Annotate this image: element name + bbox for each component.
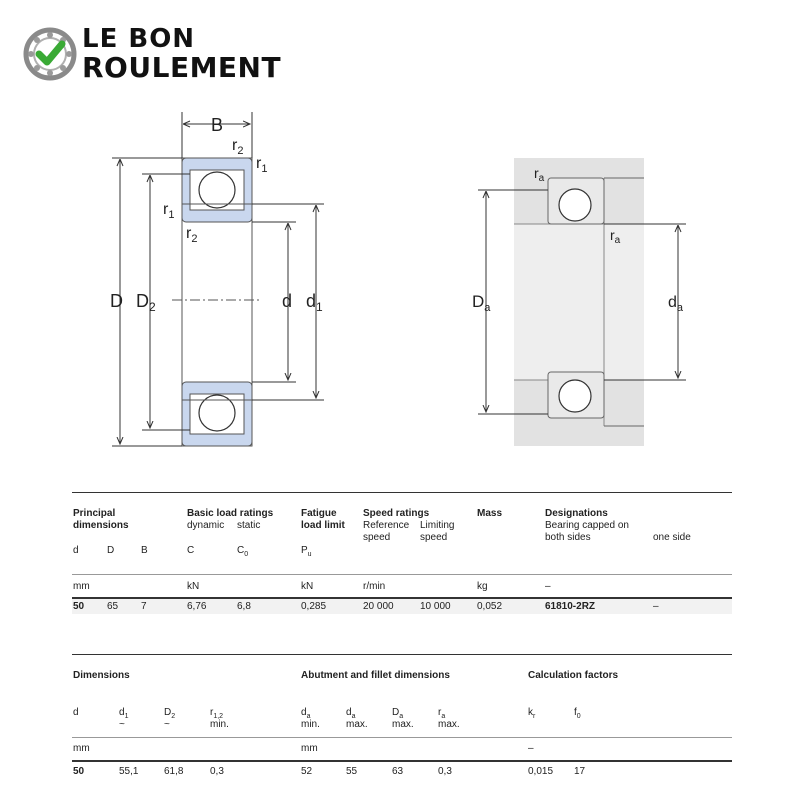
sym2-da-min-note: min. — [301, 719, 320, 730]
row-lim-speed: 10 000 — [420, 601, 451, 612]
sym2-da-max-note: max. — [346, 719, 368, 730]
hdr-fatigue: Fatigue — [301, 508, 337, 519]
label-B: B — [211, 115, 224, 135]
row2-D2: 61,8 — [164, 766, 184, 777]
sym2-kr: $k_r$ — [528, 707, 536, 720]
brand-line-1: LE BON — [82, 24, 196, 54]
row-mass: 0,052 — [477, 601, 503, 612]
row-D: 65 — [107, 601, 119, 612]
sym2-f0: $f_0$ — [574, 707, 581, 720]
sym2-Da-max-note: max. — [392, 719, 414, 730]
hdr-static: static — [237, 520, 261, 531]
sym2-r12: $r_{1,2}$ — [210, 707, 224, 720]
row-B: 7 — [141, 601, 147, 612]
row-Pu: 0,285 — [301, 601, 327, 612]
sym2-D2-note: ~ — [164, 719, 170, 730]
row2-da-max: 55 — [346, 766, 358, 777]
hdr-both-sides: both sides — [545, 532, 591, 543]
hdr2-calc: Calculation factors — [528, 670, 619, 681]
hdr-reference: Reference — [363, 520, 410, 531]
sym-Pu: $P_u$ — [301, 545, 312, 558]
row-one-side: – — [653, 601, 659, 612]
hdr-capped: Bearing capped on — [545, 520, 629, 531]
hdr-designations: Designations — [545, 508, 608, 519]
hdr-limiting-speed: speed — [420, 532, 448, 543]
row2-kr: 0,015 — [528, 766, 554, 777]
row2-d1: 55,1 — [119, 766, 139, 777]
row-d: 50 — [73, 601, 85, 612]
row-C: 6,76 — [187, 601, 207, 612]
hdr2-dimensions: Dimensions — [73, 670, 130, 681]
hdr-basic-load: Basic load ratings — [187, 508, 274, 519]
sym-D: D — [107, 545, 115, 556]
unit-mm: mm — [73, 581, 90, 592]
hdr-load-limit: load limit — [301, 520, 345, 531]
table1-mid-rule — [72, 574, 732, 575]
unit-kN-1: kN — [187, 581, 200, 592]
unit2-mm-1: mm — [73, 743, 90, 754]
hdr-mass: Mass — [477, 508, 503, 519]
row2-Da-max: 63 — [392, 766, 404, 777]
row2-da-min: 52 — [301, 766, 313, 777]
row-designation: 61810-2RZ — [545, 601, 596, 612]
brand-line-2: ROULEMENT — [82, 51, 282, 84]
hdr-principal: Principal — [73, 508, 116, 519]
label-ra-right: $r_a$ — [610, 227, 621, 246]
label-D: D — [110, 291, 123, 311]
unit2-dash: – — [528, 743, 534, 754]
sym2-ra-max-note: max. — [438, 719, 460, 730]
label-ra-top: $r_a$ — [534, 165, 545, 184]
sym2-da-max: $d_a$ — [346, 707, 356, 720]
hdr-one-side: one side — [653, 532, 691, 543]
hdr-dynamic: dynamic — [187, 520, 225, 531]
sym2-d1-note: ~ — [119, 719, 125, 730]
sym2-d1: $d_1$ — [119, 707, 129, 720]
sym2-D2: $D_2$ — [164, 707, 176, 720]
label-r2-bottom: $r_2$ — [186, 225, 198, 245]
unit-rmin: r/min — [363, 581, 386, 592]
label-r2-top: $r_2$ — [232, 137, 244, 157]
label-r1-top: $r_1$ — [256, 155, 268, 175]
table2-row-rule — [72, 760, 732, 762]
hdr-reference-speed: speed — [363, 532, 391, 543]
sym2-d: d — [73, 707, 79, 718]
label-da: $d_a$ — [668, 294, 684, 314]
row2-f0: 17 — [574, 766, 586, 777]
unit-dash: – — [545, 581, 551, 592]
sym-C0: $C_0$ — [237, 545, 249, 558]
sym-d: d — [73, 545, 79, 556]
sym2-ra-max: $r_a$ — [438, 707, 446, 720]
label-D2: $D_2$ — [136, 291, 156, 314]
unit-kg: kg — [477, 581, 488, 592]
row-ref-speed: 20 000 — [363, 601, 394, 612]
table1-row-band — [72, 599, 732, 614]
unit2-mm-2: mm — [301, 743, 318, 754]
row-C0: 6,8 — [237, 601, 251, 612]
row2-ra-max: 0,3 — [438, 766, 452, 777]
sym2-Da-max: $D_a$ — [392, 707, 404, 720]
table2-top-rule — [72, 654, 732, 655]
sym2-r12-note: min. — [210, 719, 229, 730]
hdr-limiting: Limiting — [420, 520, 455, 531]
hdr-dimensions: dimensions — [73, 520, 129, 531]
label-r1-left: $r_1$ — [163, 201, 175, 221]
hdr-speed: Speed ratings — [363, 508, 430, 519]
hdr2-abutment: Abutment and fillet dimensions — [301, 670, 450, 681]
label-d: d — [282, 291, 293, 311]
label-Da: $D_a$ — [472, 292, 491, 314]
row2-r12: 0,3 — [210, 766, 224, 777]
label-d1: $d_1$ — [306, 291, 323, 314]
row2-d: 50 — [73, 766, 85, 777]
table2-mid-rule — [72, 737, 732, 738]
sym-B: B — [141, 545, 148, 556]
sym2-da-min: $d_a$ — [301, 707, 311, 720]
sym-C: C — [187, 545, 195, 556]
unit-kN-2: kN — [301, 581, 314, 592]
